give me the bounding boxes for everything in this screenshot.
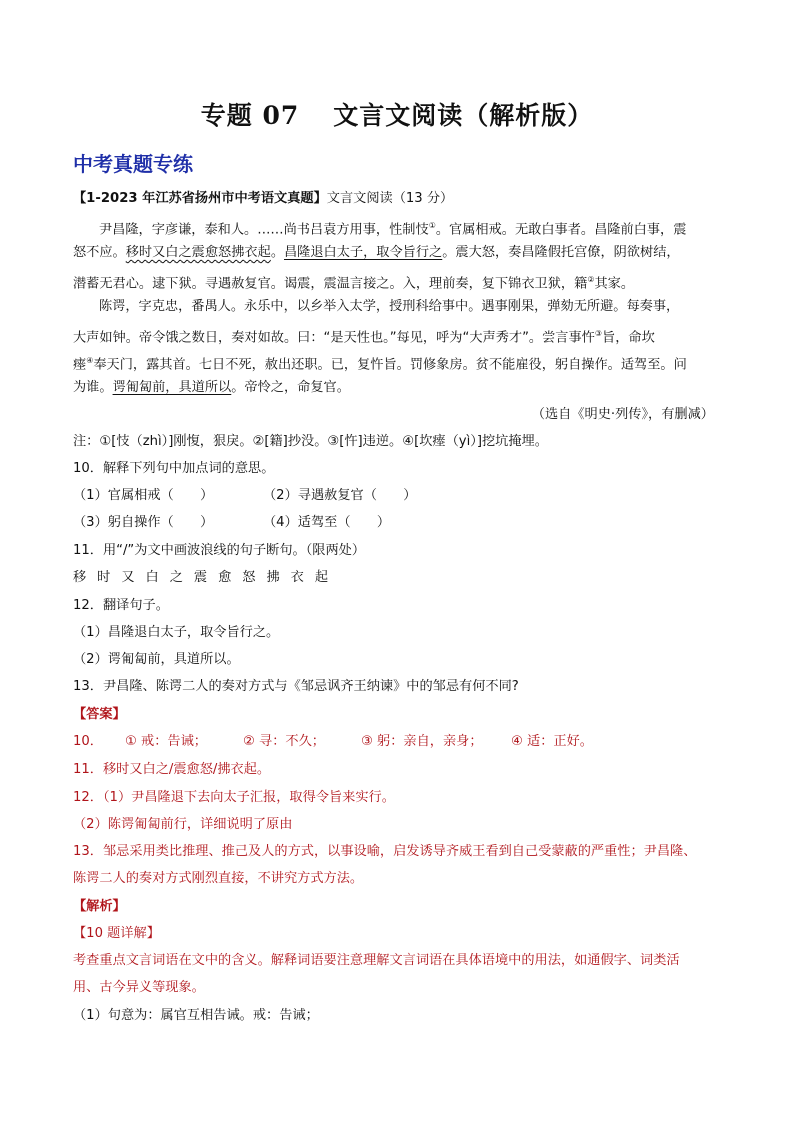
passage-text: 旨，命坎 [602, 330, 655, 346]
passage-text: 潜蓄无君心。逮下狱。寻遇赦复官。谒震，震温言接之。入，理前奏，复下锦衣卫狱，籍 [73, 276, 588, 292]
page-title [0, 96, 794, 132]
passage-text: 。震大怒，奏昌隆假托宫僚，阴欲树结， [442, 245, 680, 260]
passage-text: 。 [270, 245, 284, 260]
title-topic-name: 文言文阅读（解析版） [333, 101, 594, 130]
answer-13: 13．邹忌采用类比推理、推己及人的方式，以事设喻，启发诱导齐威王看到自己受蒙蔽的严重性；尹昌隆、 [73, 844, 697, 859]
passage-text: 大声如钟。帝令饿之数日，奏对如故。曰：“是天性也。”每见，呼为“大声秀才”。尝言事忤 [73, 330, 595, 346]
passage-text: 奉天门，露其首。七日不死，赦出还职。已，复忤旨。罚修象房。贫不能雇役，躬自操作。适驾至。问 [93, 357, 687, 373]
footnotes: 注：①[忮（zhì）]刚愎，狠戾。②[籍]抄没。③[忤]违逆。④[坎瘗（yì）]挖坑掩埋。 [73, 434, 548, 449]
answer-13-continued: 陈谔二人的奏对方式刚烈直接，不讲究方式方法。 [73, 871, 364, 886]
question-10-item: （2）寻遇赦复官（ ） [263, 488, 417, 503]
footnote-marker: ③ [594, 329, 603, 338]
title-topic-number: 专题 07 [200, 101, 300, 130]
answer-10-item: ① 戒：告诫； [125, 734, 207, 749]
footnote-marker: ① [428, 221, 436, 230]
question-11: 11．用“/”为文中画波浪线的句子断句。（限两处） [73, 543, 366, 558]
passage-text: 为谁。 [73, 380, 113, 395]
underlined-sentence: 昌隆退白太子，取令旨行之 [284, 245, 443, 260]
answer-10-number: 10． [73, 734, 103, 749]
analysis-item: （1）句意为：属官互相告诫。戒：告诫； [73, 1008, 319, 1023]
passage-line: 陈谔，字克忠，番禺人。永乐中，以乡举入太学，授刑科给事中。遇事刚果，弹劾无所避。每奏事， [99, 299, 680, 314]
passage-text: 其家。 [594, 276, 635, 292]
passage-line [73, 271, 634, 293]
question-12-part-2: （2）谔匍匐前，具道所以。 [73, 652, 240, 667]
footnote-marker: ④ [86, 356, 94, 365]
question-10-item: （1）官属相戒（ ） [73, 488, 214, 503]
question-12: 12．翻译句子。 [73, 598, 169, 613]
passage-text: 。官属相戒。无敢白事者。昌隆前白事，震 [435, 222, 687, 238]
answer-10 [73, 733, 593, 751]
passage-text: 。帝怜之，命复官。 [231, 380, 350, 395]
passage-text: 怒不应。 [73, 245, 126, 260]
answer-11: 11．移时又白之/震愈怒/拂衣起。 [73, 762, 271, 777]
question-12-part-1: （1）昌隆退白太子，取令旨行之。 [73, 625, 280, 640]
underlined-sentence: 谔匍匐前，具道所以 [112, 380, 232, 395]
question-10-row-1 [73, 487, 416, 505]
answer-10-item: ④ 适：正好。 [511, 734, 593, 749]
question-header-text: 文言文阅读（13 分） [326, 191, 454, 206]
answer-12-part-2: （2）陈谔匍匐前行，详细说明了原由 [73, 817, 293, 832]
analysis-label: 【解析】 [73, 899, 126, 914]
analysis-text: 用、古今异义等现象。 [73, 980, 205, 995]
analysis-text: 考查重点文言词语在文中的含义。解释词语要注意理解文言词语在具体语境中的用法，如通假字、词类活 [73, 953, 680, 968]
question-header [73, 190, 453, 208]
question-11-characters: 移时又白之震愈怒拂衣起 [73, 570, 340, 585]
passage-line [99, 217, 686, 239]
section-heading: 中考真题专练 [73, 152, 193, 176]
answer-label: 【答案】 [73, 707, 126, 722]
question-10-item: （4）适驾至（ ） [263, 515, 391, 530]
question-10: 10．解释下列句中加点词的意思。 [73, 461, 275, 476]
question-source-label: 【1-2023 年江苏省扬州市中考语文真题】 [73, 191, 327, 206]
passage-line [73, 244, 680, 262]
answer-10-item: ② 寻：不久； [243, 734, 325, 749]
passage-text: 尹昌隆，字彦谦，泰和人。……尚书吕袁方用事，性制忮 [99, 222, 429, 238]
wavy-underlined-sentence: 移时又白之震愈怒拂衣起 [125, 245, 271, 260]
question-13: 13．尹昌隆、陈谔二人的奏对方式与《邹忌讽齐王纳谏》中的邹忌有何不同? [73, 679, 519, 694]
passage-line [73, 379, 350, 397]
passage-source: （选自《明史·列传》，有删减） [531, 407, 714, 422]
passage-line [73, 352, 687, 374]
footnote-marker: ② [587, 275, 595, 284]
passage-text: 瘗 [73, 357, 87, 373]
passage-line [73, 325, 655, 347]
question-10-row-2 [73, 514, 390, 532]
answer-10-item: ③ 躬：亲自，亲身； [361, 734, 483, 749]
answer-12-part-1: 12．（1）尹昌隆退下去向太子汇报，取得令旨来实行。 [73, 790, 395, 805]
question-10-item: （3）躬自操作（ ） [73, 515, 214, 530]
analysis-sub-label: 【10 题详解】 [73, 926, 160, 941]
